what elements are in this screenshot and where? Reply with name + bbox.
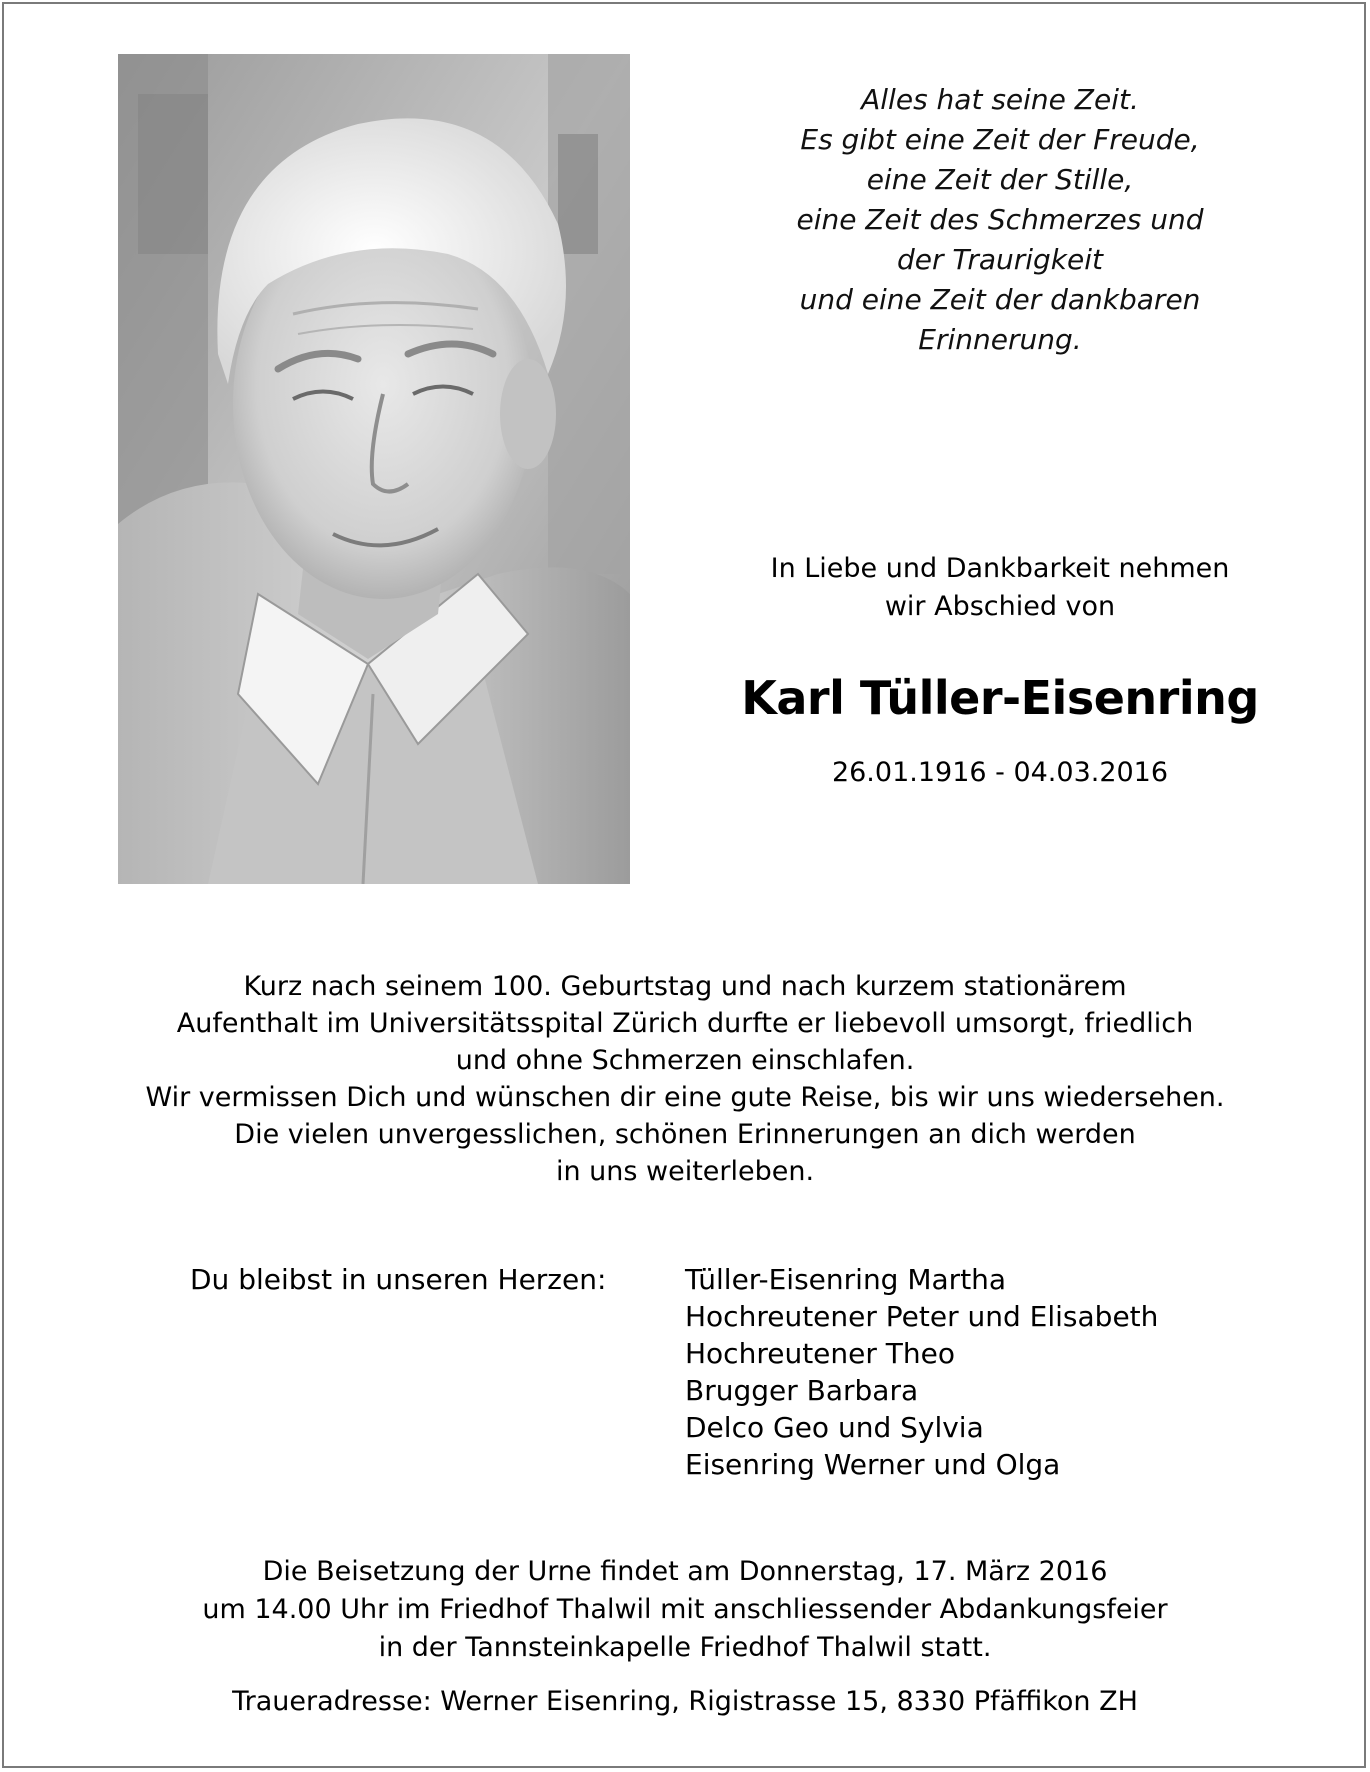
mourner-name: Hochreutener Theo bbox=[685, 1337, 955, 1370]
poem-line: eine Zeit der Stille, bbox=[866, 163, 1134, 196]
ceremony-line: in der Tannsteinkapelle Friedhof Thalwil statt. bbox=[378, 1632, 992, 1663]
message-line: Kurz nach seinem 100. Geburtstag und nach kurzem stationärem bbox=[243, 971, 1127, 1002]
ceremony-line: um 14.00 Uhr im Friedhof Thalwil mit anschliessender Abdankungsfeier bbox=[202, 1594, 1168, 1625]
memorial-poem bbox=[740, 80, 1260, 360]
farewell-intro bbox=[720, 550, 1280, 626]
deceased-name: Karl Tüller-Eisenring bbox=[741, 671, 1259, 725]
farewell-line: wir Abschied von bbox=[884, 591, 1116, 622]
message-line: in uns weiterleben. bbox=[555, 1156, 815, 1187]
mourner-name: Delco Geo und Sylvia bbox=[685, 1411, 984, 1444]
ceremony-info bbox=[110, 1553, 1260, 1667]
poem-line: Es gibt eine Zeit der Freude, bbox=[800, 123, 1200, 156]
life-dates: 26.01.1916 - 04.03.2016 bbox=[831, 757, 1169, 788]
message-line: und ohne Schmerzen einschlafen. bbox=[455, 1045, 915, 1076]
message-line: Die vielen unvergesslichen, schönen Erinnerungen an dich werden bbox=[234, 1119, 1136, 1150]
mourning-address: Traueradresse: Werner Eisenring, Rigistrasse 15, 8330 Pfäffikon ZH bbox=[232, 1686, 1138, 1717]
mourner-name: Hochreutener Peter und Elisabeth bbox=[685, 1300, 1159, 1333]
mourner-name: Tüller-Eisenring Martha bbox=[685, 1263, 1007, 1296]
mourner-name: Brugger Barbara bbox=[685, 1374, 919, 1407]
ceremony-line: Die Beisetzung der Urne findet am Donnerstag, 17. März 2016 bbox=[262, 1556, 1108, 1587]
message-line: Aufenthalt im Universitätsspital Zürich durfte er liebevoll umsorgt, friedlich bbox=[176, 1008, 1194, 1039]
mourners-list bbox=[685, 1261, 1158, 1483]
poem-line: Erinnerung. bbox=[918, 323, 1082, 356]
farewell-line: In Liebe und Dankbarkeit nehmen bbox=[770, 553, 1230, 584]
poem-line: Alles hat seine Zeit. bbox=[861, 83, 1139, 116]
poem-line: der Traurigkeit bbox=[896, 243, 1104, 276]
poem-line: und eine Zeit der dankbaren bbox=[799, 283, 1201, 316]
message-line: Wir vermissen Dich und wünschen dir eine gute Reise, bis wir uns wiedersehen. bbox=[145, 1082, 1225, 1113]
memorial-message bbox=[110, 968, 1260, 1190]
poem-line: eine Zeit des Schmerzes und bbox=[796, 203, 1204, 236]
mourners-label: Du bleibst in unseren Herzen: bbox=[190, 1263, 607, 1296]
mourner-name: Eisenring Werner und Olga bbox=[685, 1448, 1061, 1481]
portrait-photo bbox=[118, 54, 630, 884]
